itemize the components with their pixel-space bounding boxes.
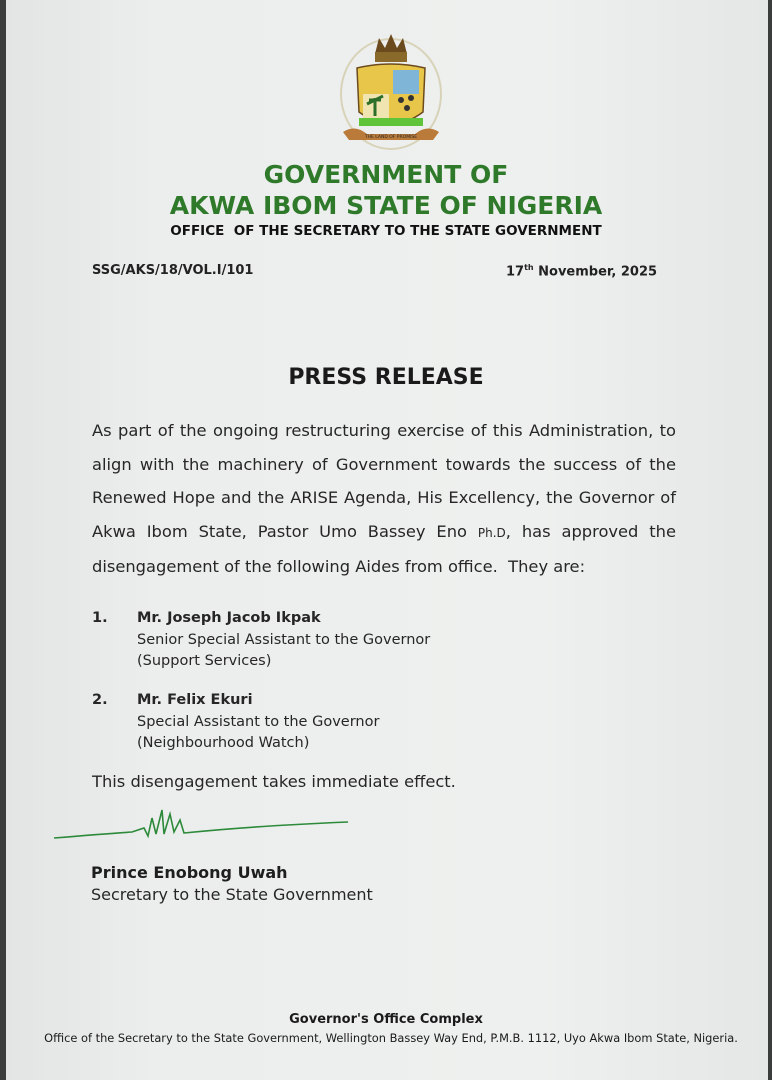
- aide-position: Senior Special Assistant to the Governor: [137, 631, 431, 648]
- svg-text:THE LAND OF PROMISE: THE LAND OF PROMISE: [364, 135, 418, 140]
- aide-name: Mr. Joseph Jacob Ikpak: [137, 610, 321, 626]
- date-day: 17: [506, 264, 525, 280]
- body-paragraph: [92, 414, 682, 584]
- footer-address: Office of the Secretary to the State Government, Wellington Bassey Way End, P.M.B. 1112, Uyo Akwa Ibom State, Nigeria.: [44, 1031, 738, 1045]
- aide-number: 1.: [92, 610, 108, 626]
- date-rest: November, 2025: [533, 264, 658, 280]
- state-coat-of-arms: [335, 32, 447, 154]
- aide-unit: (Neighbourhood Watch): [137, 735, 310, 751]
- reference-number: SSG/AKS/18/VOL.I/101: [92, 263, 254, 278]
- letterhead-office: OFFICE OF THE SECRETARY TO THE STATE GOVERNMENT: [170, 223, 602, 239]
- document-date: [506, 263, 657, 279]
- body-text-end: , has approved the disengagement of the following Aides from office. They are:: [92, 521, 682, 577]
- aide-unit: (Support Services): [137, 653, 272, 669]
- page-title: PRESS RELEASE: [288, 365, 484, 390]
- signature: [52, 800, 352, 845]
- body-phd: Ph.D: [477, 525, 506, 540]
- aide-number: 2.: [92, 692, 108, 708]
- letterhead-state: AKWA IBOM STATE OF NIGERIA: [169, 191, 603, 220]
- signatory-name: Prince Enobong Uwah: [91, 863, 288, 882]
- letterhead-government: GOVERNMENT OF: [263, 160, 509, 189]
- aide-name: Mr. Felix Ekuri: [137, 692, 253, 708]
- date-suffix: th: [524, 263, 534, 272]
- effect-statement: This disengagement takes immediate effect.: [92, 772, 456, 791]
- footer-complex: Governor's Office Complex: [289, 1012, 483, 1027]
- body-text: As part of the ongoing restructuring exercise of this Administration, to align with the machinery of Government towards the success of the Renewed Hope and the ARISE Agenda, His Excellency, the Governor of Akwa Ibom State, Pastor Umo Bassey Eno: [92, 421, 676, 541]
- signatory-title: Secretary to the State Government: [91, 885, 373, 904]
- aide-position: Special Assistant to the Governor: [137, 713, 380, 730]
